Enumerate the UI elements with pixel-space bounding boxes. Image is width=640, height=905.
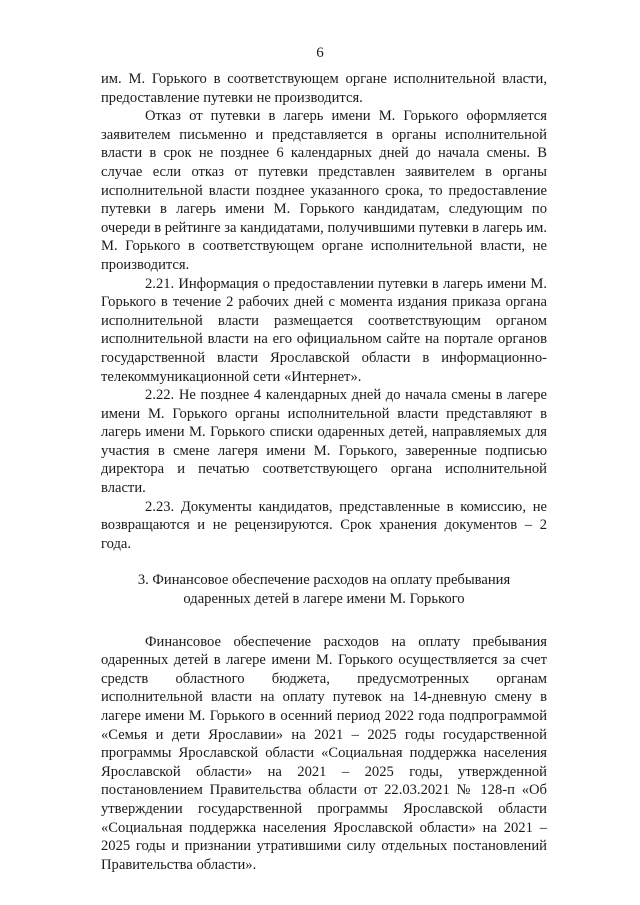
section-3-heading: [101, 571, 547, 608]
section-3-heading-line-2: одаренных детей в лагере имени М. Горького: [183, 591, 465, 608]
paragraph-2-22: 2.22. Не позднее 4 календарных дней до начала смены в лагере имени М. Горького органы исполнительной власти представляют в лагерь имени М. Горького списки одаренных детей, направляемых для участия в смене лагеря имени М. Горького, заверенные подписью директора и печатью соответствующего органа исполнительной власти.: [101, 387, 547, 497]
section-3-heading-line-1: 3. Финансовое обеспечение расходов на оплату пребывания: [137, 572, 511, 589]
document-body: [101, 70, 547, 874]
paragraph-2-21: 2.21. Информация о предоставлении путевки в лагерь имени М. Горького в течение 2 рабочих дней с момента издания приказа органа исполнительной власти размещается соответствующим органом исполнительной власти на его официальном сайте на портале органов государственной власти Ярославской области в информационно-телекоммуникационной сети «Интернет».: [101, 275, 547, 385]
paragraph-2-23: 2.23. Документы кандидатов, представленные в комиссию, не возвращаются и не рецензируются. Срок хранения документов – 2 года.: [101, 498, 547, 552]
paragraph-voucher-refusal: Отказ от путевки в лагерь имени М. Горького оформляется заявителем письменно и представляется в органы исполнительной власти в срок не позднее 6 календарных дней до начала смены. В случае если отказ от путевки представлен заявителем в органы исполнительной власти позднее указанного срока, то предоставление путевки в лагерь имени М. Горького кандидатам, следующим по очереди в рейтинге за кандидатами, получившими путевки в лагерь им. М. Горького в соответствующем органе исполнительной власти, не производится.: [101, 108, 547, 273]
paragraph-section-3-financing: Финансовое обеспечение расходов на оплату пребывания одаренных детей в лагере имени М. Горького осуществляется за счет средств областного бюджета, предусмотренных органам исполнительной власти на оплату путевок на 14-дневную смену в лагере имени М. Горького в осенний период 2022 года подпрограммой «Семья и дети Ярославии» на 2021 – 2025 годы государственной программы Ярославской области «Социальная поддержка населения Ярославской области» на 2021 – 2025 годы, утвержденной постановлением Правительства области от 22.03.2021 № 128-п «Об утверждении государственной программы Ярославской области «Социальная поддержка населения Ярославской области» на 2021 – 2025 годы и признании утратившими силу отдельных постановлений Правительства области».: [101, 633, 547, 873]
page-number: 6: [316, 45, 324, 61]
paragraph-continuation: им. М. Горького в соответствующем органе исполнительной власти, предоставление путевки не производится.: [101, 71, 547, 106]
